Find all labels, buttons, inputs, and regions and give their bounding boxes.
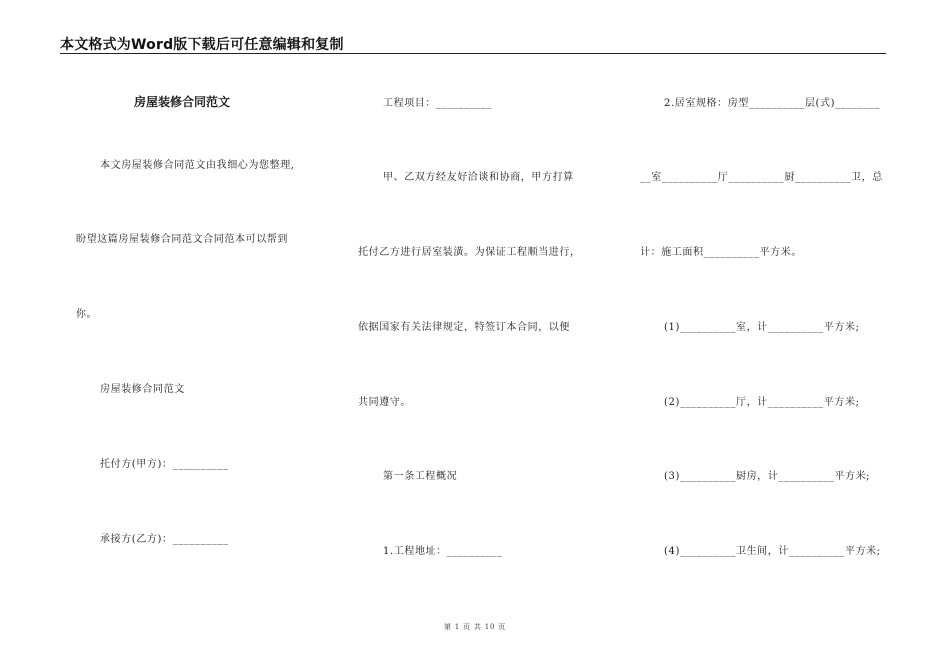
- area-item-bathroom: (4)__________卫生间，计__________平方米;: [664, 546, 881, 557]
- area-item-kitchen: (3)__________厨房，计__________平方米;: [664, 471, 871, 482]
- middle-paragraph-line: 甲、乙双方经友好洽谈和协商，甲方打算: [383, 172, 574, 183]
- middle-paragraph-line: 共同遵守。: [358, 397, 411, 408]
- contractor-party-field: 承接方(乙方)：__________: [100, 534, 229, 545]
- project-name-field: 工程项目：__________: [383, 98, 492, 109]
- left-paragraph-line: 本文房屋装修合同范文由我细心为您整理,: [100, 160, 295, 171]
- page-number: 第 1 页 共 10 页: [443, 623, 507, 631]
- area-item-hall: (2)__________厅，计__________平方米;: [664, 397, 860, 408]
- middle-paragraph-line: 依据国家有关法律规定，特签订本合同，以便: [358, 322, 570, 333]
- area-item-room: (1)__________室，计__________平方米;: [664, 322, 860, 333]
- section-heading: 第一条工程概况: [383, 471, 458, 482]
- room-spec-field: __室__________厅__________厨__________卫，总: [640, 172, 883, 183]
- header-divider: [60, 53, 886, 54]
- left-paragraph-line: 你。: [76, 309, 98, 320]
- document-header-title: 本文格式为Word版下载后可任意编辑和复制: [60, 37, 344, 53]
- middle-paragraph-line: 托付乙方进行居室装潢。为保证工程顺当进行，: [358, 247, 581, 258]
- construction-area-field: 计：施工面积__________平方米。: [640, 247, 802, 258]
- project-address-field: 1.工程地址：__________: [383, 546, 503, 557]
- left-paragraph-line: 房屋装修合同范文: [100, 384, 185, 395]
- client-party-field: 托付方(甲方)：__________: [100, 459, 229, 470]
- left-paragraph-line: 盼望这篇房屋装修合同范文合同范本可以帮到: [76, 234, 288, 245]
- contract-title: 房屋装修合同范文: [134, 95, 231, 109]
- room-spec-field: 2.居室规格：房型__________层(式)________: [664, 98, 880, 109]
